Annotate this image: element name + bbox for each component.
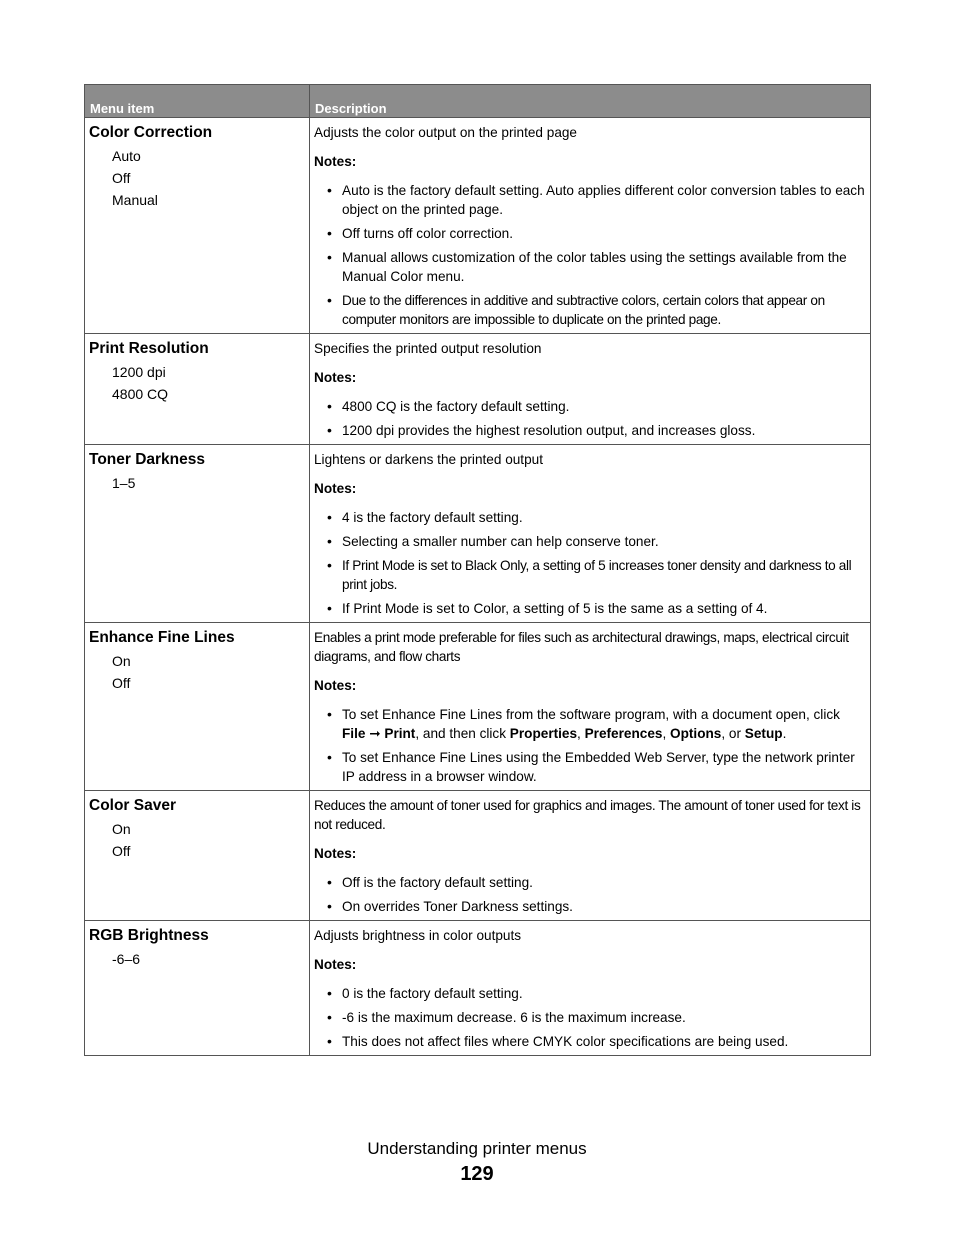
menu-option: On: [112, 821, 131, 837]
notes-list: [314, 873, 866, 916]
menu-path-properties: Properties: [509, 726, 578, 741]
note-item: • 4800 CQ is the factory default setting.: [342, 397, 866, 416]
note-item: • -6 is the maximum decrease. 6 is the maximum increase.: [342, 1008, 866, 1027]
table-row-rgb-brightness: [85, 921, 871, 1056]
description-lead: Specifies the printed output resolution: [314, 341, 542, 356]
menu-option: 1200 dpi: [112, 364, 166, 380]
note-item: [342, 705, 866, 743]
notes-label: Notes:: [314, 370, 357, 385]
menu-option: Off: [112, 675, 131, 691]
note-item: • To set Enhance Fine Lines using the Embedded Web Server, type the network printer IP address in a browser window.: [342, 748, 866, 786]
menu-path-print: Print: [384, 726, 416, 741]
note-item: • This does not affect files where CMYK color specifications are being used.: [342, 1032, 866, 1051]
notes-label: Notes:: [314, 481, 357, 496]
menu-item-cell: [85, 118, 310, 334]
menu-item-cell: [85, 445, 310, 623]
menu-item-title: Enhance Fine Lines: [89, 629, 235, 646]
note-item: • 4 is the factory default setting.: [342, 508, 866, 527]
menu-item-title: Toner Darkness: [89, 451, 206, 468]
page-number: 129: [460, 1163, 494, 1185]
description-lead: Enables a print mode preferable for files such as architectural drawings, maps, electrical circuit diagrams, and flow charts: [314, 630, 849, 664]
table-row-enhance-fine-lines: [85, 623, 871, 791]
table-row-print-resolution: [85, 334, 871, 445]
menu-option: Manual: [112, 192, 158, 208]
note-item: • Selecting a smaller number can help conserve toner.: [342, 532, 866, 551]
note-item: • Auto is the factory default setting. Auto applies different color conversion tables to each object on the printed page.: [342, 181, 866, 219]
notes-label: Notes:: [314, 678, 357, 693]
menu-item-title: Color Saver: [89, 797, 177, 814]
notes-list: [314, 508, 866, 618]
menu-option: 1–5: [112, 475, 136, 491]
menu-path-file: File: [342, 726, 366, 741]
notes-list: [314, 984, 866, 1051]
table-row-color-correction: [85, 118, 871, 334]
menu-option: On: [112, 653, 131, 669]
note-text: , and then click: [415, 726, 510, 741]
note-item: • 1200 dpi provides the highest resolution output, and increases gloss.: [342, 421, 866, 440]
header-menu-item: Menu item: [85, 85, 310, 118]
table-row-color-saver: [85, 791, 871, 921]
menu-path-preferences: Preferences: [584, 726, 663, 741]
description-lead: Adjusts the color output on the printed page: [314, 125, 577, 140]
menu-option: 4800 CQ: [112, 386, 169, 402]
notes-list: [314, 397, 866, 440]
note-item: • On overrides Toner Darkness settings.: [342, 897, 866, 916]
note-text: ,: [662, 726, 671, 741]
note-item: • Off turns off color correction.: [342, 224, 866, 243]
description-cell: [310, 334, 871, 445]
notes-label: Notes:: [314, 846, 357, 861]
description-cell: [310, 623, 871, 791]
notes-list: [314, 705, 866, 786]
footer-section-title: Understanding printer menus: [367, 1139, 587, 1158]
table-row-toner-darkness: [85, 445, 871, 623]
note-text: , or: [721, 726, 745, 741]
note-text: ,: [577, 726, 585, 741]
description-lead: Adjusts brightness in color outputs: [314, 928, 522, 943]
note-item: • If Print Mode is set to Color, a setting of 5 is the same as a setting of 4.: [342, 599, 866, 618]
menu-option: Auto: [112, 148, 141, 164]
note-item: • Off is the factory default setting.: [342, 873, 866, 892]
header-description: Description: [310, 85, 871, 118]
notes-list: [314, 181, 866, 329]
note-item: • Manual allows customization of the color tables using the settings available from the Manual Color menu.: [342, 248, 866, 286]
menu-item-title: Color Correction: [89, 124, 213, 141]
description-cell: [310, 921, 871, 1056]
page-footer: [0, 1138, 954, 1188]
description-cell: [310, 445, 871, 623]
note-item: • 0 is the factory default setting.: [342, 984, 866, 1003]
table-header-row: [85, 85, 871, 118]
note-text: To set Enhance Fine Lines from the software program, with a document open, click: [342, 707, 840, 722]
notes-label: Notes:: [314, 154, 357, 169]
note-item: • If Print Mode is set to Black Only, a setting of 5 increases toner density and darkness to all print jobs.: [342, 556, 866, 594]
notes-label: Notes:: [314, 957, 357, 972]
description-lead: Lightens or darkens the printed output: [314, 452, 543, 467]
menu-item-cell: [85, 791, 310, 921]
menu-item-title: RGB Brightness: [89, 927, 209, 944]
menu-option: Off: [112, 843, 131, 859]
note-item: • Due to the differences in additive and subtractive colors, certain colors that appear on computer monitors are impossible to duplicate on the printed page.: [342, 291, 866, 329]
arrow-icon: ➞: [369, 726, 381, 741]
description-lead: Reduces the amount of toner used for graphics and images. The amount of toner used for text is not reduced.: [314, 798, 861, 832]
menu-item-title: Print Resolution: [89, 340, 209, 357]
menu-item-cell: [85, 334, 310, 445]
menu-option: Off: [112, 170, 131, 186]
description-cell: [310, 791, 871, 921]
menu-option: -6–6: [112, 951, 141, 967]
menu-item-cell: [85, 921, 310, 1056]
menu-table: [84, 84, 871, 1056]
menu-path-options: Options: [670, 726, 722, 741]
note-text: .: [782, 726, 787, 741]
menu-item-cell: [85, 623, 310, 791]
description-cell: [310, 118, 871, 334]
menu-path-setup: Setup: [744, 726, 783, 741]
